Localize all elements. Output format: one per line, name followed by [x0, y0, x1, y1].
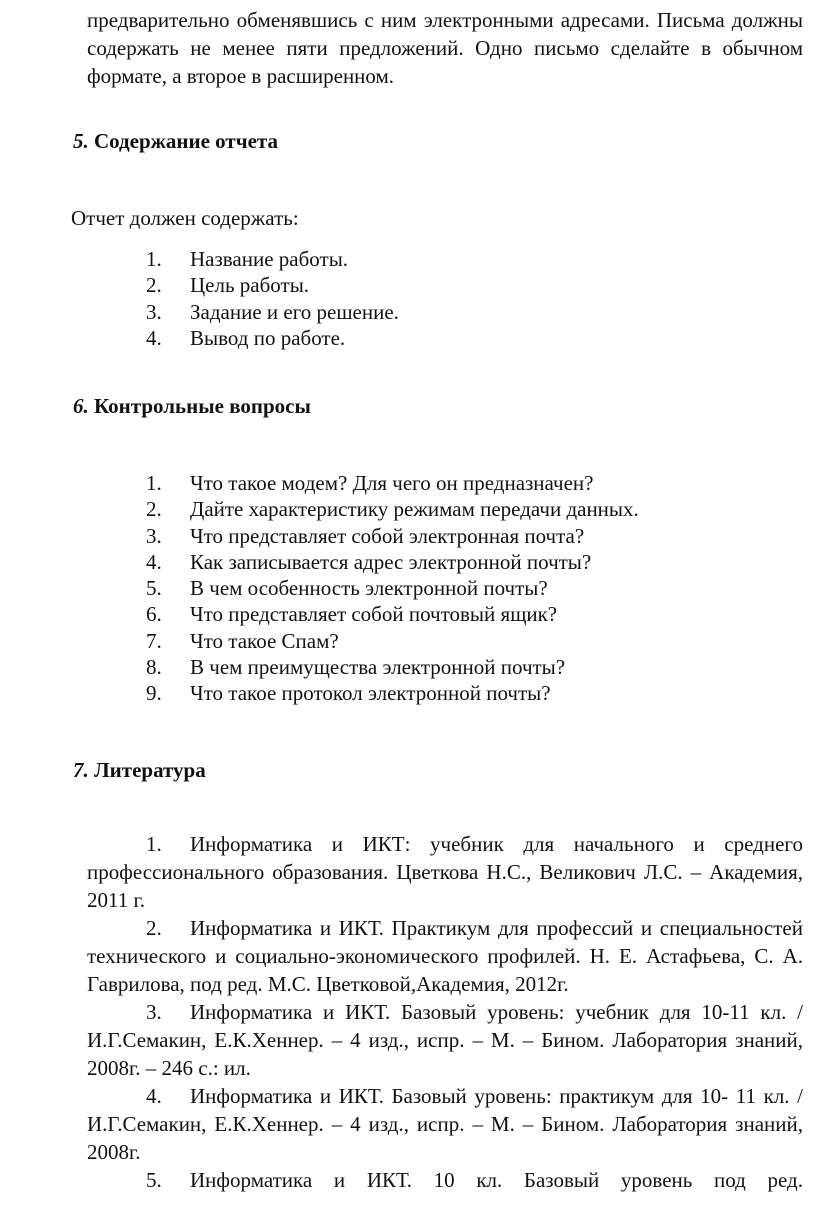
report-lead-text: Отчет должен содержать:: [71, 206, 299, 230]
list-item-number: 4.: [146, 325, 162, 350]
list-item-text: Что представляет собой электронная почта?: [190, 523, 585, 548]
reference-number: 2.: [146, 916, 162, 940]
control-questions-list: [0, 470, 816, 707]
report-contents-list: [0, 246, 816, 351]
list-item-number: 2.: [146, 497, 162, 522]
list-item: [0, 272, 816, 298]
list-item-text: Что такое модем? Для чего он предназначен?: [190, 471, 594, 495]
list-item-number: 8.: [146, 655, 162, 680]
list-item: [0, 246, 816, 272]
list-item-number: 9.: [146, 681, 162, 706]
list-item-text: Что такое Спам?: [190, 628, 339, 653]
list-item-number: 1.: [146, 471, 162, 495]
list-item-text: Что такое протокол электронной почты?: [190, 681, 551, 706]
reference-text: Информатика и ИКТ. Базовый уровень: учебник для 10-11 кл. / И.Г.Семакин, Е.К.Хеннер. – 4 изд., испр. – М. – Бином. Лаборатория знаний, 2008г. – 246 с.: ил.: [87, 1000, 803, 1080]
reference-text: Информатика и ИКТ. Практикум для профессий и специальностей технического и социально-экономического профилей. Н. Е. Астафьева, С. А. Гаврилова, под ред. М.С. Цветковой,Академия, 2012г.: [87, 916, 803, 996]
reference-item: [87, 1082, 803, 1166]
list-item-number: 5.: [146, 576, 162, 601]
reference-item: [87, 1166, 803, 1194]
list-item: [0, 549, 816, 575]
list-item-number: 6.: [146, 602, 162, 627]
list-item-text: Задание и его решение.: [190, 299, 399, 324]
reference-number: 1.: [146, 832, 162, 856]
references-list: [87, 830, 803, 1194]
reference-number: 4.: [146, 1084, 162, 1108]
intro-paragraph: предварительно обменявшись с ним электронными адресами. Письма должны содержать не менее пяти предложений. Одно письмо сделайте в обычном формате, а второе в расширенном.: [87, 8, 803, 88]
section-5-heading: [73, 127, 278, 155]
list-item: [0, 325, 816, 351]
section-5-title: Содержание отчета: [94, 129, 278, 153]
list-item: [0, 523, 816, 549]
section-7-title: Литература: [94, 758, 206, 782]
section-6-title: Контрольные вопросы: [94, 394, 311, 418]
section-7-heading: [73, 756, 206, 784]
list-item-text: Что представляет собой почтовый ящик?: [190, 602, 558, 627]
list-item: [0, 299, 816, 325]
list-item-text: Дайте характеристику режимам передачи данных.: [190, 497, 639, 522]
list-item: [0, 628, 816, 654]
list-item-text: Название работы.: [190, 247, 349, 271]
list-item-text: Как записывается адрес электронной почты?: [190, 549, 592, 574]
list-item: [0, 601, 816, 627]
reference-text: Информатика и ИКТ: учебник для начального и среднего профессионального образования. Цветкова Н.С., Великович Л.С. – Академия, 2011 г.: [87, 832, 803, 912]
list-item-text: Вывод по работе.: [190, 325, 346, 350]
reference-number: 3.: [146, 1000, 162, 1024]
section-6-number: 6.: [73, 394, 89, 418]
list-item-number: 2.: [146, 273, 162, 298]
reference-item: [87, 830, 803, 914]
list-item-number: 1.: [146, 247, 162, 271]
list-item-number: 3.: [146, 523, 162, 548]
list-item-number: 4.: [146, 549, 162, 574]
list-item: [0, 680, 816, 706]
list-item-text: В чем преимущества электронной почты?: [190, 655, 566, 680]
reference-text: Информатика и ИКТ. Базовый уровень: практикум для 10- 11 кл. / И.Г.Семакин, Е.К.Хеннер. – 4 изд., испр. – М. – Бином. Лаборатория знаний, 2008г.: [87, 1084, 803, 1164]
section-7-number: 7.: [73, 758, 89, 782]
list-item: [0, 575, 816, 601]
list-item: [0, 470, 816, 496]
reference-item: [87, 914, 803, 998]
list-item-text: В чем особенность электронной почты?: [190, 576, 548, 601]
section-5-number: 5.: [73, 129, 89, 153]
list-item-text: Цель работы.: [190, 273, 310, 298]
list-item: [0, 496, 816, 522]
list-item-number: 3.: [146, 299, 162, 324]
list-item: [0, 654, 816, 680]
reference-text: Информатика и ИКТ. 10 кл. Базовый уровень под ред.: [190, 1168, 803, 1192]
reference-item: [87, 998, 803, 1082]
list-item-number: 7.: [146, 628, 162, 653]
section-6-heading: [73, 392, 311, 420]
reference-number: 5.: [146, 1168, 162, 1192]
